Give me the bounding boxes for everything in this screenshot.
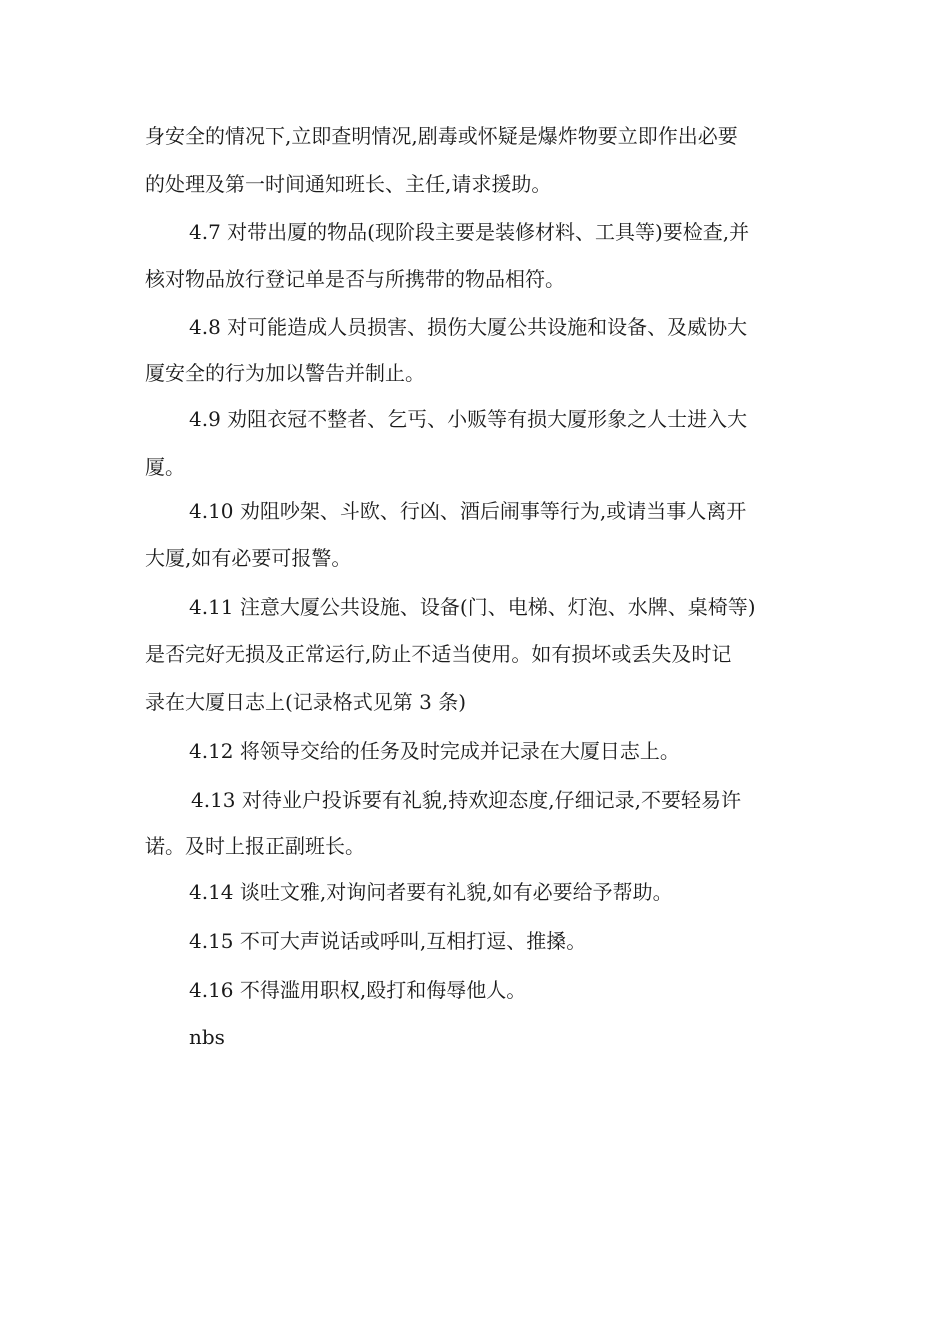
clause-4-8-line: 4.8 对可能造成人员损害、损伤大厦公共设施和设备、及威协大 [189, 315, 748, 339]
text-line: 核对物品放行登记单是否与所携带的物品相符。 [145, 267, 565, 291]
text-line: 厦。 [145, 455, 185, 479]
clause-4-10-line: 4.10 劝阻吵架、斗欧、行凶、酒后闹事等行为,或请当事人离开 [189, 499, 747, 523]
clause-4-14-line: 4.14 谈吐文雅,对询问者要有礼貌,如有必要给予帮助。 [189, 880, 673, 904]
clause-4-12-line: 4.12 将领导交给的任务及时完成并记录在大厦日志上。 [189, 739, 680, 763]
clause-4-9-line: 4.9 劝阻衣冠不整者、乞丐、小贩等有损大厦形象之人士进入大 [189, 407, 748, 431]
clause-4-11-line: 4.11 注意大厦公共设施、设备(门、电梯、灯泡、水牌、桌椅等) [189, 595, 756, 619]
text-line: 大厦,如有必要可报警。 [145, 546, 352, 570]
truncated-text-line: nbs [189, 1025, 225, 1049]
text-line: 厦安全的行为加以警告并制止。 [145, 361, 425, 385]
text-line: 录在大厦日志上(记录格式见第 3 条) [145, 690, 467, 714]
text-line: 是否完好无损及正常运行,防止不适当使用。如有损坏或丢失及时记 [145, 642, 732, 666]
text-line: 的处理及第一时间通知班长、主任,请求援助。 [145, 172, 552, 196]
clause-4-15-line: 4.15 不可大声说话或呼叫,互相打逗、推搡。 [189, 929, 587, 953]
text-line: 身安全的情况下,立即查明情况,剧毒或怀疑是爆炸物要立即作出必要 [145, 124, 738, 148]
clause-4-16-line: 4.16 不得滥用职权,殴打和侮辱他人。 [189, 978, 527, 1002]
clause-4-7-line: 4.7 对带出厦的物品(现阶段主要是装修材料、工具等)要检查,并 [189, 220, 750, 244]
clause-4-13-line: 4.13 对待业户投诉要有礼貌,持欢迎态度,仔细记录,不要轻易许 [191, 788, 741, 812]
text-line: 诺。及时上报正副班长。 [145, 834, 365, 858]
